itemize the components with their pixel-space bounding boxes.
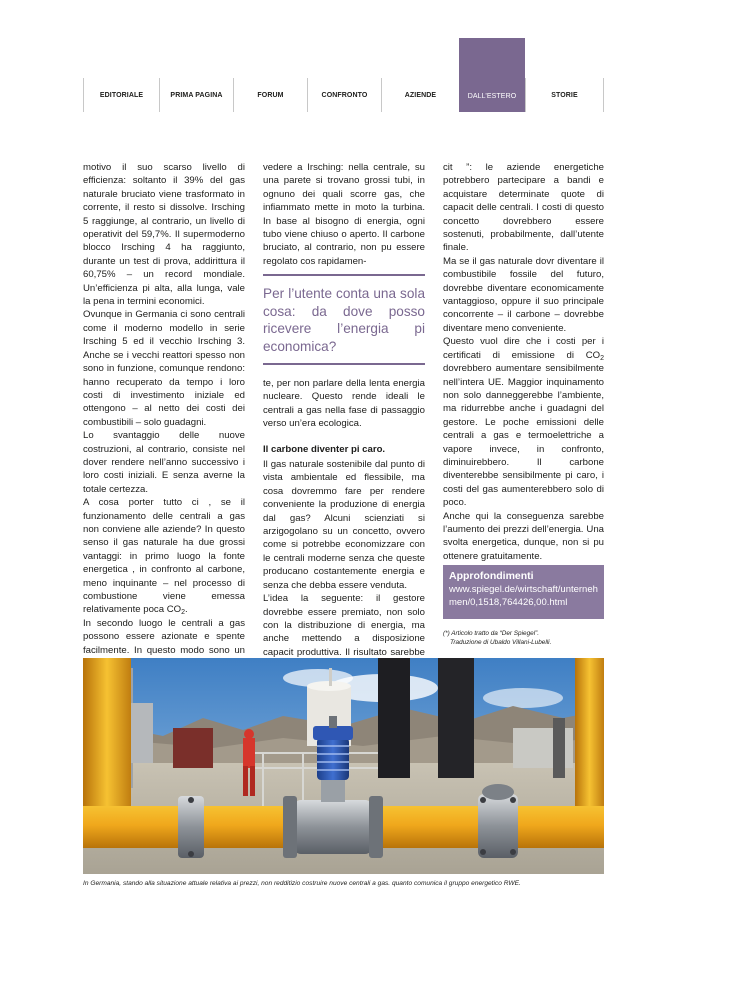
body-paragraph: vedere a Irsching: nella centrale, su una parete si trovano grossi tubi, in ognuno dei quali scorre gas, che infiammato mette in moto la turbina. In base al bisogno di energia, ogni tubo viene chiuso o aperto. Il carbone bruciato, al contrario, non pu essere regolato cos rapidamen- xyxy=(263,162,425,267)
body-paragraph: L’idea la seguente: il gestore dovrebbe essere premiato, non solo con la distribuzione di energia, ma anche mettendo a disposizione capacit produttiva. Il risultato sarebbe xyxy=(263,593,425,658)
photo-caption: In Germania, stando alla situazione attuale relativa ai prezzi, non redditizio costruire nuove centrali a gas. quanto comunica il gruppo energetico RWE. xyxy=(83,880,521,887)
footnote xyxy=(443,630,608,647)
body-text: dovrebbero aumentare sensibilmente nell’intera UE. Maggior inquinamento non solo danneggerebbe l’ambiente, ma ridurrebbe anche i guadagni del gestore. Le poche emissioni delle centrali a gas e termoelettriche a vapore invece, in confronto, diminuirebbero. Il carbone diventerebbe sensibilmente pi caro, i costi del gas aumenterebbero solo di poco. xyxy=(443,363,604,509)
subscript: 2 xyxy=(181,609,186,617)
footnote-source: (*) Articolo tratto da “Der Spiegel”. xyxy=(443,630,540,637)
body-paragraph: motivo il suo scarso livello di efficienza: soltanto il 39% del gas naturale bruciato viene trasformato in corrente, il resto si dissolve. Irsching 5 raggiunge, al contrario, un livello di operativit del 59,7%. Il supermoderno blocco Irsching 4 ha raggiunto, durante un test di prova, addirittura il 60,75% – un record mondiale. Un’efficienza pi alta, alla lunga, vale la pena in termini economici. xyxy=(83,162,245,308)
body-paragraph: Anche qui la conseguenza sarebbe l’aumento dei prezzi dell’energia. Una svolta energetica, dunque, non si pu ottenere gratuitamente. xyxy=(443,510,604,562)
further-reading-title: Approfondimenti xyxy=(449,570,534,582)
article-column-1 xyxy=(83,161,245,697)
body-paragraph: Il gas naturale sostenibile dal punto di vista ambientale ed flessibile, ma cosa dovremmo fare per rendere conveniente la produzione di energia dal gas? Alcuni scienziati si arzigogolano su un concetto, ovvero come si potrebbe economizzare con le centrali moderne senza che queste producano costantemente energia e senza che debba essere venduta. xyxy=(263,459,425,591)
article-column-3 xyxy=(443,161,604,563)
body-paragraph xyxy=(443,335,604,509)
section-nav xyxy=(83,78,604,112)
pull-quote: Per l’utente conta una sola cosa: da dove posso ricevere l’energia pi economica? xyxy=(263,274,425,365)
body-paragraph: cit ”: le aziende energetiche potrebbero partecipare a bandi e acquistare determinate quote di capacit delle centrali. I costi di questo concetto dovrebbero essere sostenuti, probabilmente, dall’utente finale. xyxy=(443,162,604,254)
gas-pipeline-valves-photo xyxy=(83,658,604,874)
body-paragraph xyxy=(83,496,245,617)
article-column-2-continued xyxy=(263,377,425,673)
tab-forum[interactable]: FORUM xyxy=(233,78,307,112)
body-paragraph: Lo svantaggio delle nuove costruzioni, al contrario, consiste nel dover rendere nell’anno successivo i loro costi iniziali. E senza averne la totale certezza. xyxy=(83,430,245,495)
tab-dall-estero[interactable]: DALL’ESTERO xyxy=(459,38,525,112)
body-paragraph: In secondo luogo le centrali a gas possono essere azionate e spente facilmente. In questo modo sono un xyxy=(83,617,245,656)
body-text: . xyxy=(185,604,188,616)
body-paragraph: te, per non parlare della lenta energia nucleare. Questo rende ideali le centrali a gas nella fase di passaggio verso un’era ecologica. xyxy=(263,378,425,430)
tab-prima-pagina[interactable]: PRIMA PAGINA xyxy=(159,78,233,112)
tab-confronto[interactable]: CONFRONTO xyxy=(307,78,381,112)
body-text: A cosa porter tutto ci , se il funzionamento delle centrali a gas non conviene alle aziende? In questo senso il gas naturale ha due grossi vantaggi: in primo luogo la fonte energetica , in confronto al carbone, meno inquinante – nel processo di combustione viene emessa relativamente poca CO xyxy=(83,497,245,616)
further-reading-link[interactable]: www.spiegel.de/wirtschaft/unternehmen/0,1518,764426,00.html xyxy=(449,584,598,608)
body-paragraph: Ovunque in Germania ci sono centrali come il moderno modello in serie Irsching 5 ed il vecchio Irsching 3. Anche se i vecchi reattori spesso non sono in funzione, comunque rendono: hanno recuperato da tempo i loro costi di investimento iniziale ed ottengono – al netto dei costi dei combustibili – solo guadagni. xyxy=(83,309,245,428)
body-paragraph: Ma se il gas naturale dovr diventare il combustibile fossile del futuro, dovrebbe diventare economicamente vantaggioso, oppure il suo principale concorrente – il carbone – dovrebbe diventare meno conveniente. xyxy=(443,255,604,334)
footnote-translation: Traduzione di Ubaldo Villani-Lubelli. xyxy=(450,638,552,646)
subscript: 2 xyxy=(600,354,604,362)
tab-aziende[interactable]: AZIENDE xyxy=(381,78,459,112)
further-reading-box xyxy=(443,565,604,619)
body-text: Questo vuol dire che i costi per i certificati di emissione di CO xyxy=(443,336,604,361)
article-column-2 xyxy=(263,161,425,268)
tab-storie[interactable]: STORIE xyxy=(525,78,604,112)
section-subheading: Il carbone diventer pi caro. xyxy=(263,443,386,455)
tab-editoriale[interactable]: EDITORIALE xyxy=(83,78,159,112)
